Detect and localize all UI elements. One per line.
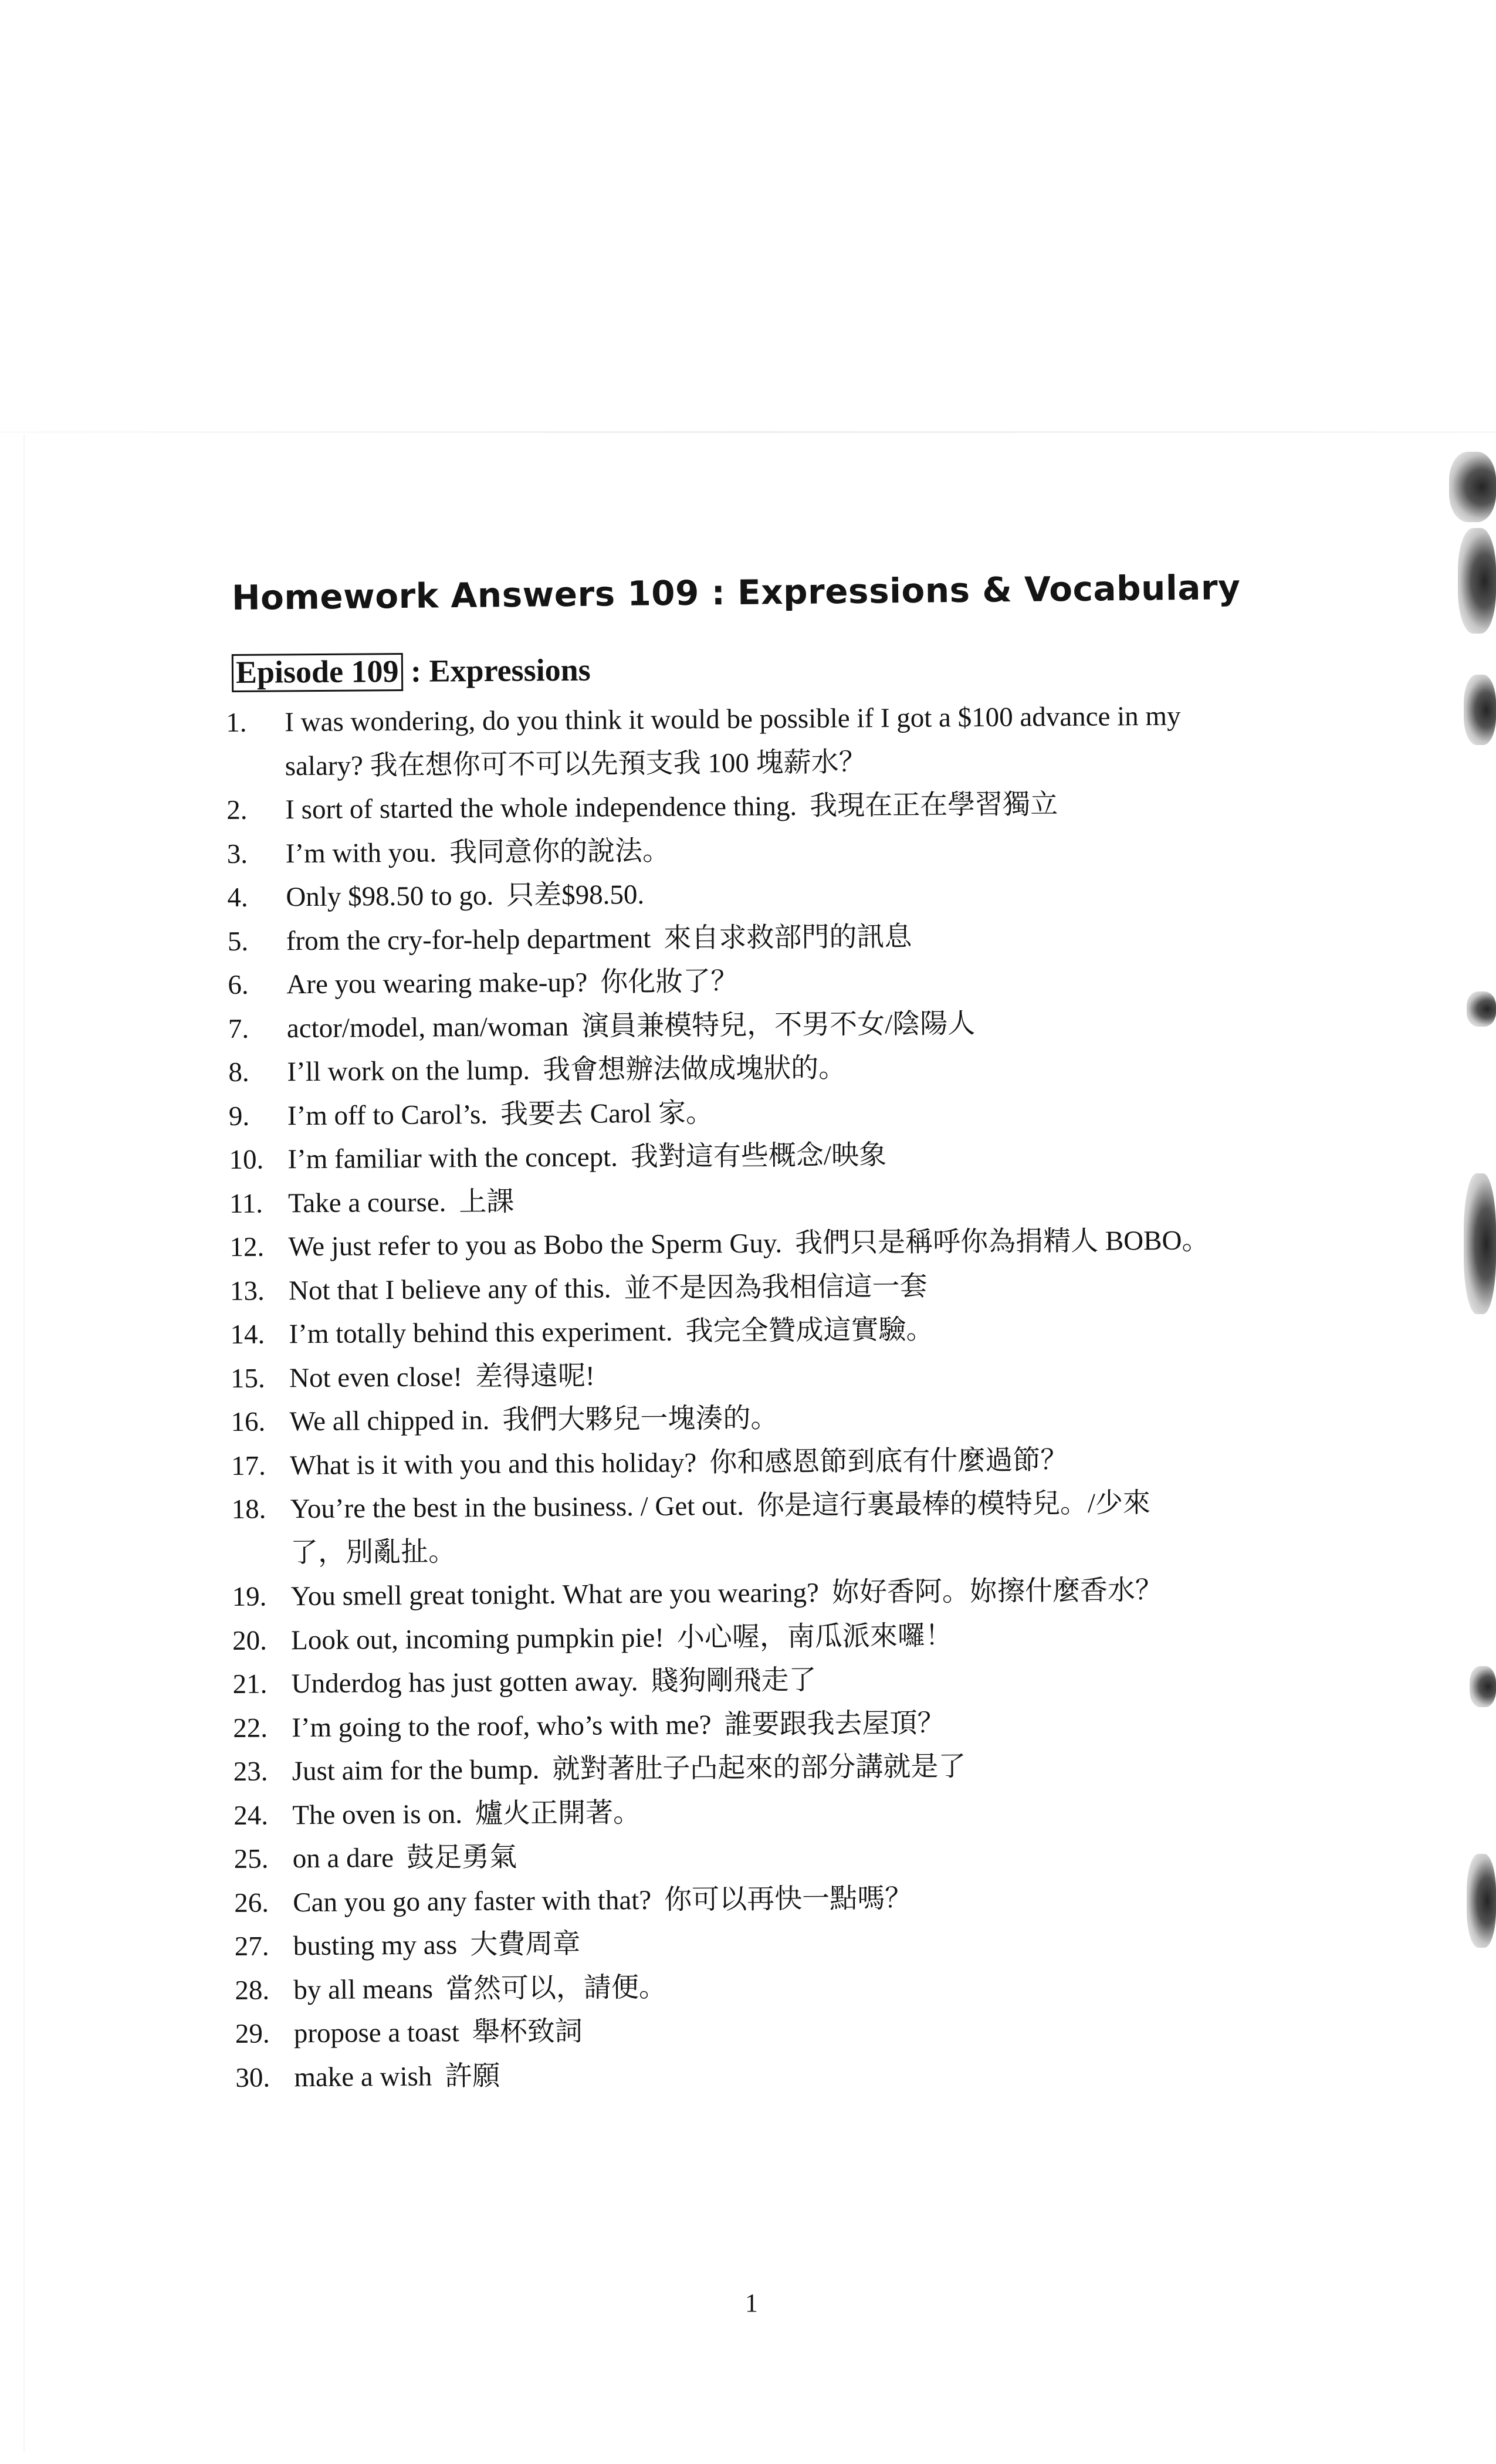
scan-smudge — [1464, 675, 1496, 745]
list-item — [226, 781, 1282, 832]
expression-chinese: 我對這有些概念/映象 — [630, 1140, 887, 1173]
expression-english: We just refer to you as Bobo the Sperm Guy. — [288, 1228, 783, 1263]
scan-smudge — [1467, 1854, 1496, 1948]
expression-chinese: 妳好香阿。妳擦什麼香水？ — [831, 1575, 1163, 1608]
list-item — [229, 1131, 1285, 1182]
item-number: 28. — [235, 1975, 270, 2006]
item-number: 6. — [228, 969, 249, 1000]
expression-english: Only $98.50 to go. — [286, 880, 494, 913]
list-item — [230, 1262, 1286, 1313]
scan-edge-left — [23, 434, 25, 2452]
expression-english: make a wish — [294, 2061, 432, 2093]
item-number: 5. — [227, 926, 249, 957]
expression-english: I’m with you. — [285, 837, 437, 869]
item-number: 22. — [233, 1712, 268, 1744]
expression-chinese: 賤狗剛飛走了 — [651, 1665, 817, 1697]
expression-english: I was wondering, do you think it would be possible if I got a $100 advance in my — [285, 700, 1181, 738]
item-number: 21. — [232, 1668, 268, 1700]
expression-chinese: 你是這行裏最棒的模特兒。/少來 — [756, 1488, 1151, 1521]
expression-english: We all chipped in. — [289, 1404, 490, 1437]
list-item — [231, 1393, 1287, 1444]
expression-english: Are you wearing make-up? — [286, 967, 588, 1000]
section-heading-suffix: : Expressions — [410, 652, 591, 689]
scan-smudge — [1458, 528, 1496, 634]
item-number: 23. — [233, 1756, 268, 1787]
list-item — [226, 693, 1282, 788]
item-number: 26. — [234, 1887, 269, 1918]
list-item — [229, 1218, 1285, 1269]
expression-english: I sort of started the whole independence thing. — [285, 791, 797, 825]
scan-smudge — [1467, 991, 1496, 1027]
expression-continuation: 了，別亂扯。 — [290, 1536, 456, 1568]
expression-chinese: 演員兼模特兒，不男不女/陰陽人 — [581, 1008, 976, 1042]
expression-english: busting my ass — [293, 1930, 458, 1962]
scan-smudge — [1464, 1173, 1496, 1314]
expression-chinese: 你化妝了？ — [600, 966, 739, 998]
item-number: 13. — [229, 1275, 265, 1307]
expression-english: from the cry-for-help department — [286, 923, 651, 956]
expression-chinese: 就對著肚子凸起來的部分講就是了 — [552, 1751, 966, 1785]
item-number: 11. — [229, 1188, 263, 1219]
expression-chinese: 你和感恩節到底有什麼過節？ — [709, 1444, 1068, 1478]
expression-chinese: 小心喔，南瓜派來囉！ — [676, 1620, 953, 1653]
list-item — [228, 956, 1284, 1007]
list-item — [235, 1917, 1291, 1968]
expression-english: actor/model, man/woman — [286, 1011, 569, 1044]
expression-english: Underdog has just gotten away. — [291, 1666, 638, 1700]
item-number: 12. — [229, 1231, 265, 1263]
item-number: 10. — [229, 1144, 264, 1175]
item-number: 2. — [226, 794, 248, 825]
page-number: 1 — [745, 2289, 758, 2317]
list-item — [227, 825, 1283, 876]
expression-chinese: 我現在正在學習獨立 — [809, 789, 1058, 822]
expression-chinese: 你可以再快一點嗎？ — [664, 1883, 913, 1915]
list-item — [228, 912, 1284, 963]
list-item — [228, 1000, 1284, 1051]
list-item — [235, 2005, 1291, 2056]
document-title: Homework Answers 109 : Expressions & Vocabulary — [231, 567, 1241, 618]
expression-english: I’m familiar with the concept. — [287, 1142, 618, 1175]
expression-chinese: 我們只是稱呼你為捐精人 BOBO。 — [794, 1225, 1210, 1259]
expression-english: Can you go any faster with that? — [293, 1884, 652, 1918]
expression-english: What is it with you and this holiday? — [289, 1447, 697, 1481]
expression-english: Look out, incoming pumpkin pie! — [290, 1622, 665, 1656]
item-number: 7. — [228, 1013, 249, 1044]
expression-chinese: 我同意你的說法。 — [449, 835, 671, 868]
expression-chinese: 我們大夥兒一塊湊的。 — [502, 1403, 779, 1436]
list-item — [231, 1349, 1287, 1400]
expression-english: on a dare — [292, 1843, 394, 1874]
expression-english: Not that I believe any of this. — [288, 1272, 611, 1306]
list-item — [235, 1961, 1291, 2012]
expression-english: I’ll work on the lump. — [287, 1055, 530, 1088]
list-item — [229, 1087, 1285, 1138]
expression-english: Just aim for the bump. — [292, 1754, 540, 1787]
item-number: 29. — [235, 2018, 270, 2049]
item-number: 14. — [230, 1319, 265, 1350]
expression-english: I’m totally behind this experiment. — [289, 1316, 673, 1350]
expression-chinese: 來自求救部門的訊息 — [664, 921, 912, 954]
item-number: 8. — [228, 1057, 249, 1088]
expression-chinese: 我完全贊成這實驗。 — [685, 1314, 934, 1347]
list-item — [229, 1175, 1285, 1226]
expression-chinese: 我會想辦法做成塊狀的。 — [543, 1052, 847, 1086]
list-item — [232, 1655, 1288, 1706]
expression-chinese: 當然可以，請便。 — [445, 1972, 667, 2004]
list-item — [233, 1699, 1289, 1750]
expression-chinese: 誰要跟我去屋頂？ — [724, 1707, 945, 1740]
item-number: 27. — [234, 1931, 269, 1962]
list-item — [228, 1043, 1284, 1094]
item-number: 4. — [227, 882, 248, 913]
expression-english: propose a toast — [293, 2017, 459, 2049]
list-item — [231, 1437, 1287, 1488]
expression-chinese: 爐火正開著。 — [475, 1797, 641, 1829]
item-number: 25. — [233, 1843, 269, 1874]
scan-edge-top — [0, 431, 1496, 433]
expression-english: You smell great tonight. What are you wearing? — [290, 1577, 820, 1612]
list-item — [230, 1305, 1286, 1356]
expression-english: You’re the best in the business. / Get out. — [290, 1490, 744, 1525]
item-number: 24. — [233, 1800, 269, 1831]
list-item — [234, 1830, 1290, 1881]
item-number: 15. — [230, 1363, 265, 1394]
expression-english: The oven is on. — [292, 1798, 463, 1830]
expression-chinese: 舉杯致詞 — [472, 2016, 583, 2048]
expression-continuation: salary? 我在想你可不可以先預支我 100 塊薪水？ — [285, 746, 867, 781]
expression-english: I’m off to Carol’s. — [287, 1099, 488, 1131]
list-item — [232, 1612, 1288, 1663]
expression-chinese: 只差$98.50. — [506, 879, 645, 911]
expression-chinese: 鼓足勇氣 — [406, 1842, 517, 1873]
scan-smudge — [1470, 1666, 1496, 1707]
list-item — [233, 1786, 1289, 1837]
expression-chinese: 大費周章 — [470, 1928, 581, 1961]
list-item — [231, 1480, 1288, 1575]
expression-chinese: 並不是因為我相信這一套 — [624, 1271, 928, 1304]
expressions-list — [226, 693, 1292, 2100]
list-item — [227, 868, 1283, 919]
expression-chinese: 許願 — [445, 2060, 500, 2091]
item-number: 9. — [228, 1101, 250, 1132]
item-number: 17. — [231, 1450, 266, 1481]
list-item — [232, 1568, 1288, 1619]
episode-label-box: Episode 109 — [232, 653, 403, 692]
expression-english: Not even close! — [289, 1361, 463, 1393]
expression-english: I’m going to the roof, who’s with me? — [292, 1709, 712, 1743]
item-number: 20. — [232, 1625, 268, 1656]
item-number: 18. — [231, 1494, 266, 1525]
expression-chinese: 上課 — [459, 1186, 515, 1217]
list-item — [233, 1742, 1289, 1793]
item-number: 19. — [232, 1581, 267, 1612]
scan-smudge — [1449, 452, 1496, 522]
expression-chinese: 我要去 Carol 家。 — [500, 1097, 714, 1130]
expression-english: by all means — [293, 1974, 434, 2005]
item-number: 30. — [235, 2062, 270, 2093]
section-heading — [232, 652, 591, 692]
expression-chinese: 差得遠呢! — [475, 1360, 595, 1392]
expression-english: Take a course. — [287, 1186, 446, 1219]
item-number: 3. — [226, 838, 248, 869]
list-item — [234, 1874, 1290, 1925]
item-number: 16. — [231, 1406, 266, 1437]
item-number: 1. — [226, 707, 247, 738]
list-item — [235, 2049, 1291, 2100]
